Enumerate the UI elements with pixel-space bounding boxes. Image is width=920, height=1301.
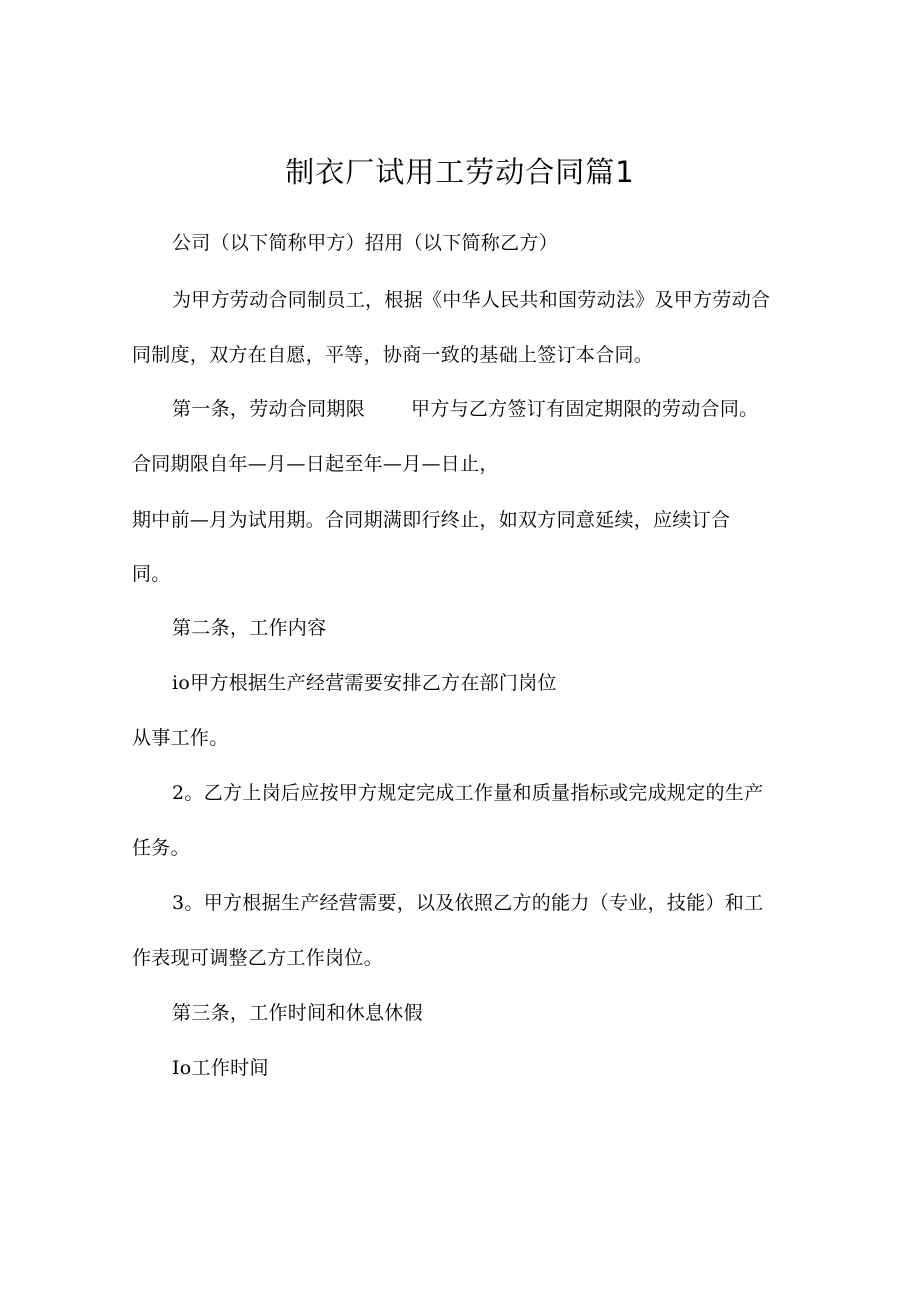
paragraph-line: io甲方根据生产经营需要安排乙方在部门岗位 bbox=[172, 672, 557, 694]
paragraph-line: 从事工作。 bbox=[132, 727, 229, 749]
paragraph-line: 同制度，双方在自愿，平等，协商一致的基础上签订本合同。 bbox=[132, 344, 654, 366]
paragraph-line: 任务。 bbox=[132, 837, 190, 859]
article-heading: 第一条，劳动合同期限 bbox=[172, 398, 366, 420]
paragraph-line: 公司（以下简称甲方）招用（以下简称乙方） bbox=[172, 232, 559, 254]
paragraph-line: 3。甲方根据生产经营需要，以及依照乙方的能力（专业，技能）和工 bbox=[172, 892, 764, 914]
paragraph-line: 2。乙方上岗后应按甲方规定完成工作量和质量指标或完成规定的生产 bbox=[172, 782, 764, 804]
paragraph-line: 同。 bbox=[132, 563, 171, 585]
paragraph-line: 期中前—月为试用期。合同期满即行终止，如双方同意延续，应续订合 bbox=[132, 509, 731, 531]
article-text: 甲方与乙方签订有固定期限的劳动合同。 bbox=[411, 398, 759, 420]
paragraph-line: Io工作时间 bbox=[172, 1057, 269, 1079]
document-title: 制衣厂试用工劳动合同篇1 bbox=[285, 155, 635, 189]
paragraph-line: 作表现可调整乙方工作岗位。 bbox=[132, 947, 383, 969]
article-heading: 第三条，工作时间和休息休假 bbox=[172, 1002, 423, 1024]
article-heading: 第二条，工作内容 bbox=[172, 617, 327, 639]
paragraph-line: 合同期限自年—月—日起至年—月—日止， bbox=[132, 453, 499, 475]
paragraph-line: 为甲方劳动合同制员工，根据《中华人民共和国劳动法》及甲方劳动合 bbox=[172, 289, 771, 311]
article-line bbox=[172, 394, 758, 424]
